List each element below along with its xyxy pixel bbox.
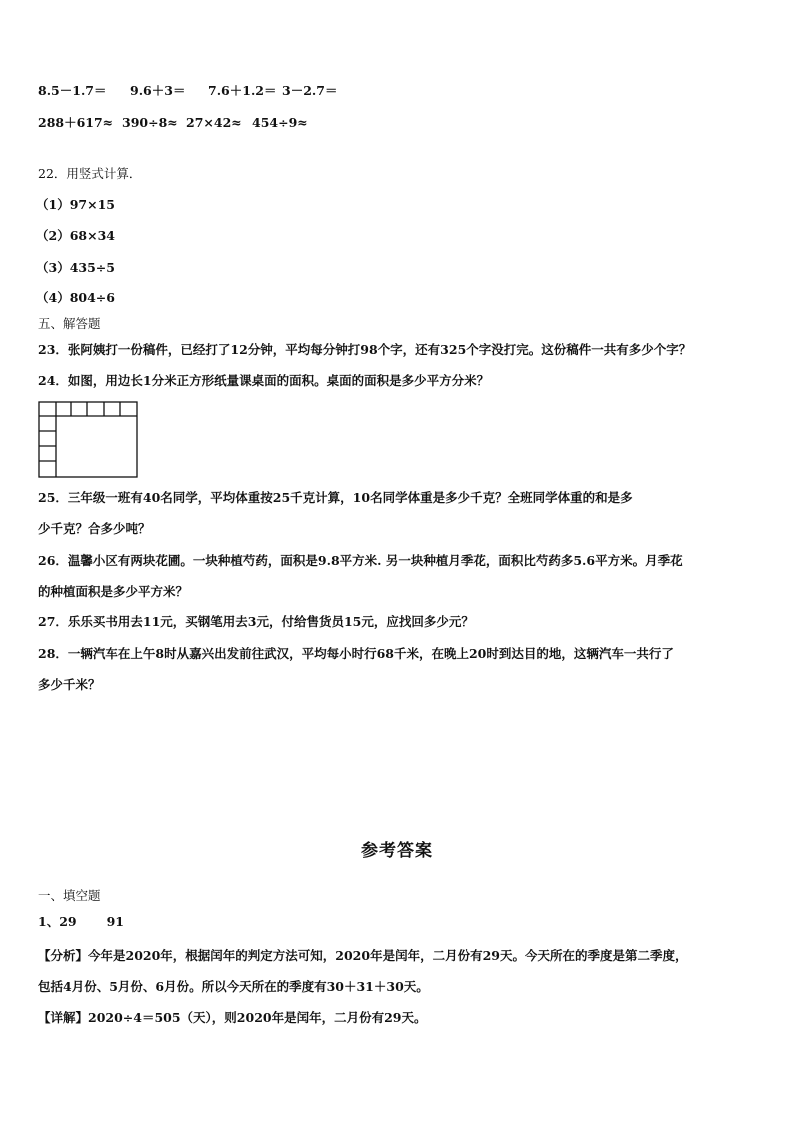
section-5-heading: 五、解答题 <box>38 316 101 331</box>
question-22-heading: 22．用竖式计算． <box>38 166 142 181</box>
question-25-line: 25．三年级一班有40名同学，平均体重按25千克计算，10名同学体重是多少千克？全班同学体重的和是多 <box>38 490 633 505</box>
answer-1-value-2: 91 <box>106 914 124 929</box>
calc-item: 7.6＋1.2＝ <box>208 83 277 98</box>
question-24: 24．如图，用边长1分米正方形纸量课桌面的面积。桌面的面积是多少平方分米？ <box>38 373 490 388</box>
question-27: 27．乐乐买书用去11元，买钢笔用去3元，付给售货员15元，应找回多少元？ <box>38 614 474 629</box>
desk-grid-figure <box>38 401 140 479</box>
calc-item: 3－2.7＝ <box>282 83 338 98</box>
answers-title: 参考答案 <box>361 841 433 861</box>
calc-item: 27×42≈ <box>186 115 242 130</box>
calc-item: 8.5－1.7＝ <box>38 83 107 98</box>
question-26-line: 的种植面积是多少平方米？ <box>38 584 189 599</box>
answer-1 <box>38 912 758 932</box>
question-26-line: 26．温馨小区有两块花圃。一块种植芍药，面积是9.8平方米. 另一块种植月季花，面积比芍药多5.6平方米。月季花 <box>38 553 683 568</box>
answer-1-label: 1、29 <box>38 914 77 929</box>
question-25 <box>38 482 758 544</box>
analysis-line: 包括4月份、5月份、6月份。所以今天所在的季度有30＋31＋30天。 <box>38 979 429 994</box>
oral-calc-row-2 <box>38 113 758 133</box>
question-25-line: 少千克？合多少吨？ <box>38 521 151 536</box>
answers-section-heading: 一、填空题 <box>38 888 101 903</box>
calc-item: 390÷8≈ <box>122 115 178 130</box>
calc-item: 454÷9≈ <box>252 115 308 130</box>
question-26 <box>38 545 758 607</box>
question-23: 23．张阿姨打一份稿件，已经打了12分钟，平均每分钟打98个字，还有325个字没打完。这份稿件一共有多少个字？ <box>38 342 692 357</box>
analysis-line: 【分析】今年是2020年，根据闰年的判定方法可知，2020年是闰年，二月份有29天。今天所在的季度是第二季度， <box>38 948 688 963</box>
question-28-line: 28．一辆汽车在上午8时从嘉兴出发前往武汉，平均每小时行68千米，在晚上20时到达目的地，这辆汽车一共行了 <box>38 646 674 661</box>
calc-item: 9.6＋3＝ <box>130 83 186 98</box>
answer-1-analysis <box>38 940 758 1002</box>
oral-calc-row-1 <box>38 81 758 101</box>
answer-1-detail: 【详解】2020÷4＝505（天），则2020年是闰年，二月份有29天。 <box>38 1010 427 1025</box>
question-22-item: （3）435÷5 <box>36 260 115 275</box>
calc-item: 288＋617≈ <box>38 115 114 130</box>
question-28-line: 多少千米？ <box>38 677 101 692</box>
question-22-item: （4）804÷6 <box>36 290 115 305</box>
question-22-item: （1）97×15 <box>36 197 115 212</box>
question-28 <box>38 638 758 700</box>
question-22-item: （2）68×34 <box>36 228 115 243</box>
desk-outline <box>39 402 137 477</box>
